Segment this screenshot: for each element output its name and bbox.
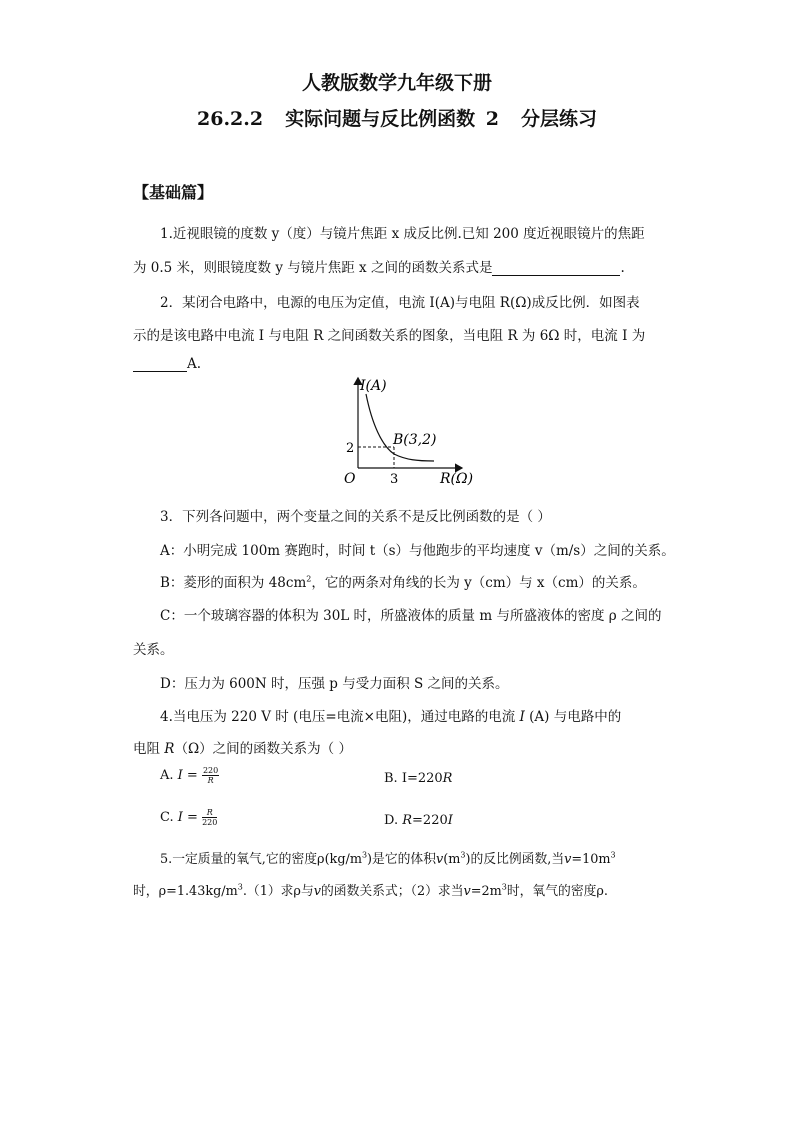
q4-option-b[interactable]: B. I=220R xyxy=(384,771,453,786)
q3-option-d: D：压力为 600N 时，压强 p 与受力面积 S 之间的关系。 xyxy=(160,676,509,692)
q4-option-d[interactable]: D. R=220I xyxy=(384,813,453,828)
tick-y-label: 2 xyxy=(346,441,355,456)
lesson-number: 26.2.2 xyxy=(197,108,264,130)
q4-option-c-fraction: $\frac{R}{220}$ xyxy=(202,808,218,827)
q2-answer-blank[interactable] xyxy=(133,357,187,372)
page-title: 人教版数学九年级下册 xyxy=(301,72,492,94)
q4-line2: 电阻 R（Ω）之间的函数关系为（ ） xyxy=(133,741,352,757)
q1-line1: 1.近视眼镜的度数 y（度）与镜片焦距 x 成反比例.已知 200 度近视眼镜片的焦距 xyxy=(160,226,645,242)
tick-x-label: 3 xyxy=(390,472,399,487)
origin-label: O xyxy=(344,471,356,487)
current-resistance-graph xyxy=(330,372,480,488)
q5-line1: 5.一定质量的氧气,它的密度$\rho(kg/m^3)$是它的体积$v(m^3)$的反比例函数,当$v=10m^3$ xyxy=(160,850,616,867)
q3-option-c-line1: C：一个玻璃容器的体积为 30L 时，所盛液体的质量 m 与所盛液体的密度 ρ 之间的 xyxy=(160,608,662,624)
q2-line2: 示的是该电路中电流 I 与电阻 R 之间函数关系的图象，当电阻 R 为 6Ω 时，电流 I 为 xyxy=(133,328,646,344)
lesson-tag: 分层练习 xyxy=(520,108,597,130)
x-axis-label: R(Ω) xyxy=(440,471,474,487)
q4-line1: 4.当电压为 220 V 时 (电压=电流×电阻)，通过电路的电流 I (A) 与电路中的 xyxy=(160,709,622,725)
page-subtitle xyxy=(0,104,794,131)
point-b-label: B(3,2) xyxy=(393,432,437,448)
q2-line3: A. xyxy=(133,356,201,372)
y-axis-label: I(A) xyxy=(360,378,387,394)
q1-line2: 为 0.5 米，则眼镜度数 y 与镜片焦距 x 之间的函数关系式是 . xyxy=(133,260,625,276)
lesson-title: 实际问题与反比例函数 2 xyxy=(285,108,499,130)
q3-option-c-line2: 关系。 xyxy=(133,642,174,658)
q4-option-a[interactable]: A. I = $\frac{220}{R}$ xyxy=(160,766,219,785)
q4-option-c[interactable]: C. I = $\frac{R}{220}$ xyxy=(160,808,218,827)
inverse-curve xyxy=(366,394,437,461)
q3-option-a: A：小明完成 100m 赛跑时，时间 t（s）与他跑步的平均速度 v（m/s）之间的关系。 xyxy=(160,543,675,559)
q3-option-b: B：菱形的面积为 $48cm^2$，它的两条对角线的长为 y（cm）与 x（cm）的关系。 xyxy=(160,574,646,591)
q2-line1: 2．某闭合电路中，电源的电压为定值，电流 I(A)与电阻 R(Ω)成反比例．如图表 xyxy=(160,295,640,311)
q4-option-a-fraction: $\frac{220}{R}$ xyxy=(202,766,219,785)
q3-stem: 3．下列各问题中，两个变量之间的关系不是反比例函数的是（ ） xyxy=(160,509,551,525)
q5-line2: 时，$\rho=1.43kg/m^3.(1)$求ρ与v的函数关系式；（2）求当$v=2m^3$时，氧气的密度ρ. xyxy=(133,882,608,899)
section-heading: 【基础篇】 xyxy=(133,183,214,202)
q1-answer-blank[interactable] xyxy=(492,261,620,276)
